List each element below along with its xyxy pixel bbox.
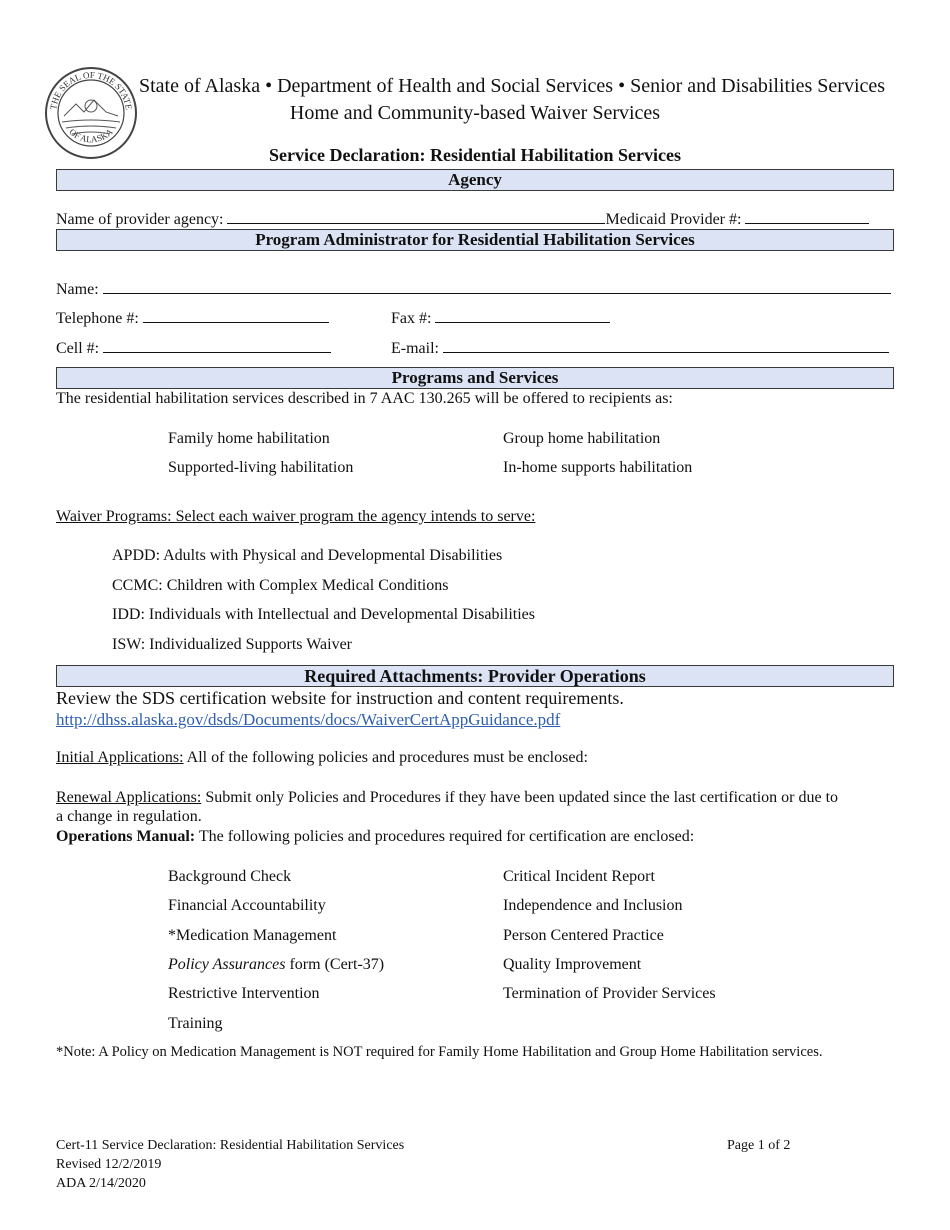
policy-person-centered-practice[interactable]: Person Centered Practice <box>503 927 664 944</box>
name-label: Name: <box>56 281 99 298</box>
policy-quality-improvement[interactable]: Quality Improvement <box>503 956 642 973</box>
waiver-option-idd[interactable]: IDD: Individuals with Intellectual and Developmental Disabilities <box>112 606 536 623</box>
operations-manual-label: Operations Manual: <box>56 828 196 845</box>
policy-medication-management[interactable]: *Medication Management <box>168 927 337 944</box>
medicaid-provider-field[interactable] <box>745 209 869 224</box>
review-instructions: Review the SDS certification website for instruction and content requirements. <box>56 688 624 708</box>
seal-text-top: THE SEAL OF THE STATE <box>48 69 134 111</box>
admin-name-row <box>56 279 891 299</box>
footer-ada: ADA 2/14/2020 <box>56 1176 146 1191</box>
footer-page-number: Page 1 of 2 <box>727 1138 791 1153</box>
medicaid-provider-label: Medicaid Provider #: <box>605 211 742 228</box>
fax-field[interactable] <box>435 308 610 323</box>
cell-field[interactable] <box>103 338 331 353</box>
policy-assurances-form[interactable] <box>168 956 384 974</box>
initial-applications-label: Initial Applications: <box>56 749 184 766</box>
provider-agency-row <box>56 209 869 229</box>
svg-text:THE SEAL OF THE STATE <box>48 70 134 111</box>
telephone-field[interactable] <box>143 308 329 323</box>
waiver-programs-heading: Waiver Programs: Select each waiver program the agency intends to serve: <box>56 508 536 525</box>
provider-agency-label: Name of provider agency: <box>56 211 224 228</box>
footer-revised: Revised 12/2/2019 <box>56 1157 162 1172</box>
policy-training[interactable]: Training <box>168 1015 223 1032</box>
cell-label: Cell #: <box>56 340 100 357</box>
waiver-option-ccmc[interactable]: CCMC: Children with Complex Medical Conditions <box>112 577 449 594</box>
renewal-applications-row <box>56 789 838 807</box>
name-field[interactable] <box>103 279 891 294</box>
policy-critical-incident-report[interactable]: Critical Incident Report <box>503 868 655 885</box>
service-option-family-home[interactable]: Family home habilitation <box>168 430 330 447</box>
telephone-row <box>56 308 329 328</box>
service-option-group-home[interactable]: Group home habilitation <box>503 430 661 447</box>
header-agency-line: State of Alaska • Department of Health and Social Services • Senior and Disabilities Services <box>139 75 886 97</box>
document-title: Service Declaration: Residential Habilitation Services <box>269 145 681 165</box>
fax-label: Fax #: <box>391 310 432 327</box>
waiver-option-apdd[interactable]: APDD: Adults with Physical and Developmental Disabilities <box>112 547 503 564</box>
email-field[interactable] <box>443 338 889 353</box>
service-option-supported-living[interactable]: Supported-living habilitation <box>168 459 354 476</box>
policy-assurances-italic: Policy Assurances <box>168 956 286 973</box>
policy-assurances-rest: form (Cert-37) <box>285 956 385 973</box>
guidance-link-text[interactable]: http://dhss.alaska.gov/dsds/Documents/docs/WaiverCertAppGuidance.pdf <box>56 710 561 729</box>
guidance-link[interactable] <box>56 710 560 730</box>
policy-financial-accountability[interactable]: Financial Accountability <box>168 897 326 914</box>
renewal-applications-label: Renewal Applications: <box>56 789 202 806</box>
header-program-line: Home and Community-based Waiver Services <box>289 102 661 124</box>
renewal-applications-text-cont: a change in regulation. <box>56 808 202 825</box>
seal-text-bottom: OF ALASKA <box>67 126 115 145</box>
service-option-in-home-supports[interactable]: In-home supports habilitation <box>503 459 693 476</box>
services-intro: The residential habilitation services described in 7 AAC 130.265 will be offered to recipients as: <box>56 390 673 407</box>
telephone-label: Telephone #: <box>56 310 139 327</box>
cell-row <box>56 338 331 358</box>
programs-services-section-header: Programs and Services <box>56 367 894 389</box>
operations-manual-text: The following policies and procedures required for certification are enclosed: <box>195 828 695 845</box>
footer-form-id: Cert-11 Service Declaration: Residential Habilitation Services <box>56 1138 405 1153</box>
policy-restrictive-intervention[interactable]: Restrictive Intervention <box>168 985 320 1002</box>
operations-manual-row <box>56 828 694 846</box>
medication-note: *Note: A Policy on Medication Management is NOT required for Family Home Habilitation and Group Home Habilitation services. <box>56 1044 823 1060</box>
initial-applications-row <box>56 749 588 767</box>
email-row <box>391 338 889 358</box>
policy-termination-provider-services[interactable]: Termination of Provider Services <box>503 985 716 1002</box>
provider-agency-field[interactable] <box>227 209 605 224</box>
initial-applications-text: All of the following policies and procedures must be enclosed: <box>183 749 588 766</box>
policy-background-check[interactable]: Background Check <box>168 868 292 885</box>
program-administrator-section-header: Program Administrator for Residential Habilitation Services <box>56 229 894 251</box>
fax-row <box>391 308 610 328</box>
waiver-option-isw[interactable]: ISW: Individualized Supports Waiver <box>112 636 352 653</box>
renewal-applications-text: Submit only Policies and Procedures if they have been updated since the last certification or due to <box>201 789 839 806</box>
required-attachments-section-header: Required Attachments: Provider Operations <box>56 665 894 687</box>
policy-independence-inclusion[interactable]: Independence and Inclusion <box>503 897 683 914</box>
agency-section-header: Agency <box>56 169 894 191</box>
email-label: E-mail: <box>391 340 439 357</box>
